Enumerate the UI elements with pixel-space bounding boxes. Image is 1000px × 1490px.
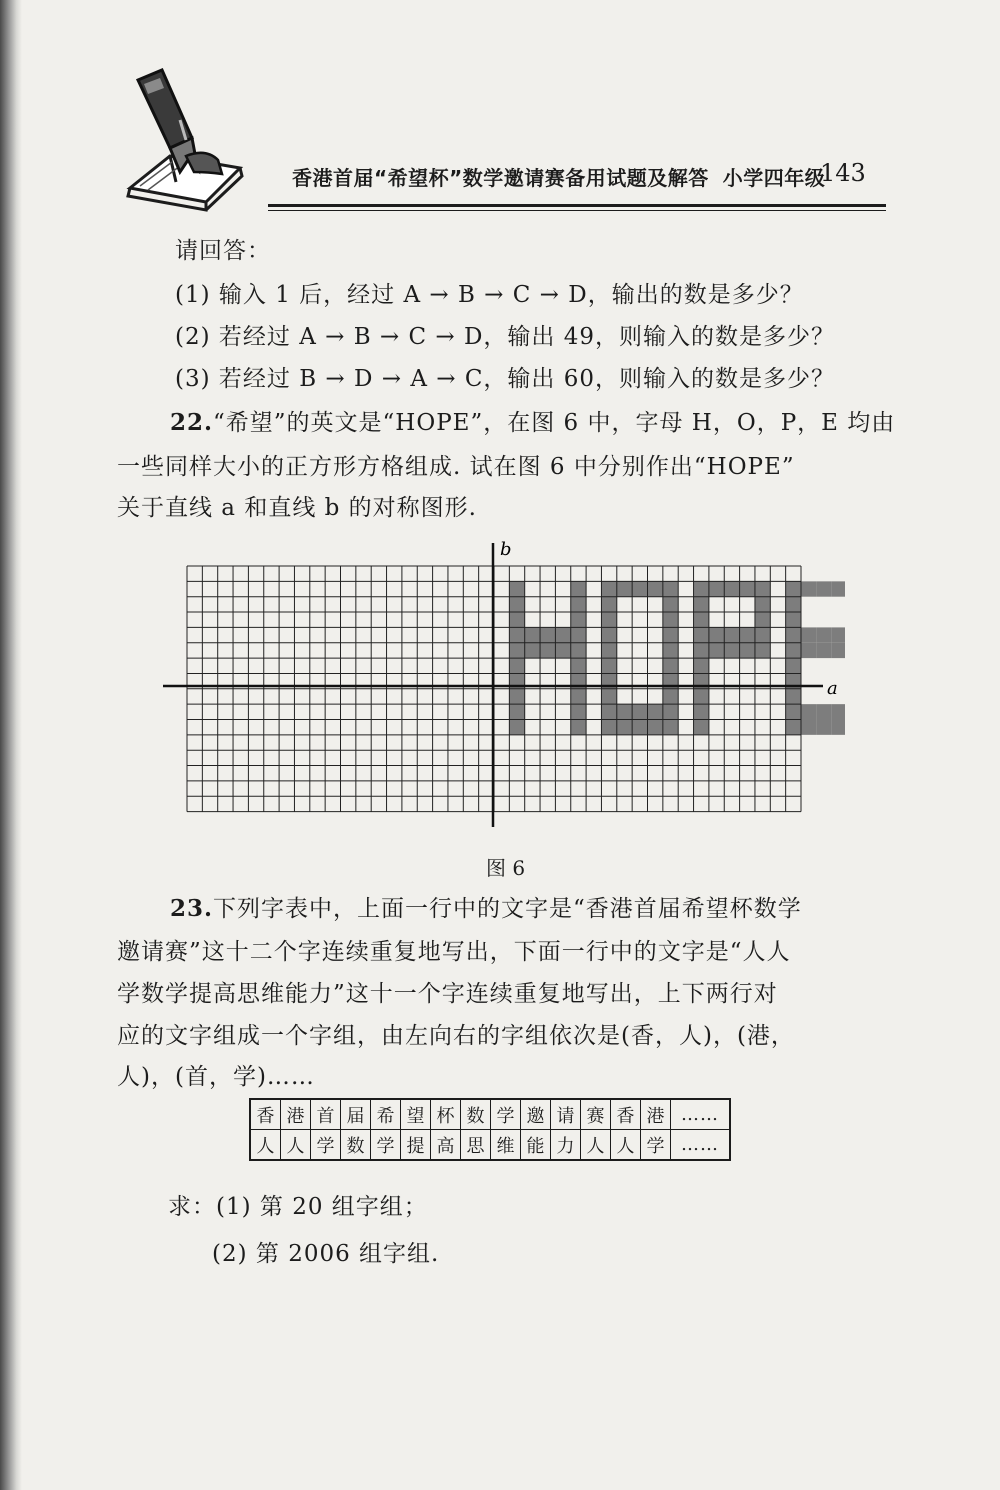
table-cell: 提 xyxy=(401,1130,431,1161)
letter-e-cell xyxy=(786,658,801,673)
letter-p-cell xyxy=(755,581,770,596)
letter-o-cell xyxy=(632,704,647,719)
table-cell: 思 xyxy=(461,1130,491,1161)
letter-o-cell xyxy=(601,627,616,642)
pen-book-logo-icon xyxy=(110,60,270,220)
letter-p-cell xyxy=(709,643,724,658)
letter-e-cell xyxy=(832,627,845,642)
letter-o-cell xyxy=(663,689,678,704)
letter-o-cell xyxy=(632,581,647,596)
letter-p-cell xyxy=(755,627,770,642)
letter-o-cell xyxy=(601,704,616,719)
letter-h-cell xyxy=(555,627,570,642)
letter-o-cell xyxy=(663,581,678,596)
table-cell: 首 xyxy=(311,1099,341,1130)
letter-h-cell xyxy=(509,612,524,627)
letter-h-cell xyxy=(540,643,555,658)
table-cell: 学 xyxy=(491,1099,521,1130)
q23-ask-2: (2) 第 2006 组字组. xyxy=(212,1241,440,1267)
letter-o-cell xyxy=(617,581,632,596)
letter-h-cell xyxy=(509,643,524,658)
axis-a-label: a xyxy=(827,678,838,699)
letter-o-cell xyxy=(617,704,632,719)
header-rule-thick xyxy=(268,204,886,207)
letter-p-cell xyxy=(694,597,709,612)
table-cell: 人 xyxy=(281,1130,311,1161)
letter-h-cell xyxy=(571,643,586,658)
running-header xyxy=(292,162,825,191)
letter-h-cell xyxy=(571,597,586,612)
q23-number: 23. xyxy=(170,895,214,922)
letter-p-cell xyxy=(694,658,709,673)
table-cell: 高 xyxy=(431,1130,461,1161)
table-cell: 力 xyxy=(551,1130,581,1161)
letter-e-cell xyxy=(832,720,845,735)
table-cell: 数 xyxy=(461,1099,491,1130)
letter-p-cell xyxy=(694,627,709,642)
q23-ask-item-1: (1) 第 20 组字组； xyxy=(216,1194,428,1220)
table-cell: 赛 xyxy=(581,1099,611,1130)
letter-e-cell xyxy=(832,581,845,596)
table-cell: 数 xyxy=(341,1130,371,1161)
letter-h-cell xyxy=(571,689,586,704)
q22-line-1 xyxy=(170,404,895,437)
letter-p-cell xyxy=(740,581,755,596)
axis-b-label: b xyxy=(500,539,512,560)
q22-text-1: “希望”的英文是“HOPE”，在图 6 中，字母 H，O，P，E 均由 xyxy=(213,410,896,436)
letter-h-cell xyxy=(555,643,570,658)
letter-e-cell xyxy=(786,643,801,658)
header-rule-thin xyxy=(268,210,886,211)
letter-h-cell xyxy=(509,597,524,612)
character-table xyxy=(249,1098,731,1161)
letter-e-cell xyxy=(801,627,816,642)
letter-h-cell xyxy=(509,720,524,735)
letter-p-cell xyxy=(694,689,709,704)
q21-item-1: (1) 输入 1 后，经过 A → B → C → D，输出的数是多少？ xyxy=(175,282,804,308)
table-cell: 人 xyxy=(611,1130,641,1161)
letter-h-cell xyxy=(571,720,586,735)
table-cell: 邀 xyxy=(521,1099,551,1130)
letter-e-cell xyxy=(816,704,831,719)
letter-h-cell xyxy=(509,658,524,673)
table-cell: 人 xyxy=(250,1130,281,1161)
letter-e-cell xyxy=(786,597,801,612)
letter-o-cell xyxy=(601,689,616,704)
table-cell-ellipsis: …… xyxy=(671,1130,731,1161)
book-title: 香港首届“希望杯”数学邀请赛备用试题及解答 xyxy=(292,166,709,190)
table-cell: 学 xyxy=(371,1130,401,1161)
q23-line-4: 应的文字组成一个字组，由左向右的字组依次是(香，人)，(港， xyxy=(117,1023,795,1049)
page-binding-shadow xyxy=(0,0,22,1490)
letter-e-cell xyxy=(832,704,845,719)
figure-6-grid xyxy=(155,535,845,835)
letter-o-cell xyxy=(601,658,616,673)
letter-o-cell xyxy=(663,627,678,642)
letter-h-cell xyxy=(525,627,540,642)
letter-e-cell xyxy=(786,627,801,642)
q23-line-2: 邀请赛”这十二个字连续重复地写出，下面一行中的文字是“人人 xyxy=(117,939,791,965)
table-cell: 届 xyxy=(341,1099,371,1130)
table-cell: 港 xyxy=(281,1099,311,1130)
letter-h-cell xyxy=(509,627,524,642)
letter-o-cell xyxy=(663,643,678,658)
table-cell: 香 xyxy=(611,1099,641,1130)
q22-line-3: 关于直线 a 和直线 b 的对称图形. xyxy=(117,495,477,521)
letter-p-cell xyxy=(694,612,709,627)
letter-o-cell xyxy=(648,720,663,735)
q21-prompt: 请回答： xyxy=(175,238,271,264)
table-row-top xyxy=(250,1099,730,1130)
letter-e-cell xyxy=(801,704,816,719)
table-cell: 希 xyxy=(371,1099,401,1130)
q21-item-3: (3) 若经过 B → D → A → C，输出 60，则输入的数是多少？ xyxy=(175,366,836,392)
letter-o-cell xyxy=(601,643,616,658)
letter-p-cell xyxy=(709,581,724,596)
letter-o-cell xyxy=(632,720,647,735)
letter-h-cell xyxy=(571,658,586,673)
letter-o-cell xyxy=(663,704,678,719)
letter-o-cell xyxy=(648,581,663,596)
letter-o-cell xyxy=(601,581,616,596)
letter-p-cell xyxy=(724,581,739,596)
table-cell: 能 xyxy=(521,1130,551,1161)
letter-e-cell xyxy=(801,720,816,735)
letter-p-cell xyxy=(709,627,724,642)
q22-number: 22. xyxy=(170,409,214,436)
letter-o-cell xyxy=(648,704,663,719)
letter-p-cell xyxy=(694,643,709,658)
letter-e-cell xyxy=(786,612,801,627)
q21-item-2: (2) 若经过 A → B → C → D，输出 49，则输入的数是多少？ xyxy=(175,324,836,350)
q23-text-1: 下列字表中，上面一行中的文字是“香港首届希望杯数学 xyxy=(213,896,802,922)
table-cell: 香 xyxy=(250,1099,281,1130)
letter-p-cell xyxy=(755,643,770,658)
table-cell: 人 xyxy=(581,1130,611,1161)
letter-o-cell xyxy=(663,612,678,627)
letter-o-cell xyxy=(601,612,616,627)
table-cell: 维 xyxy=(491,1130,521,1161)
table-cell: 港 xyxy=(641,1099,671,1130)
letter-o-cell xyxy=(617,720,632,735)
table-cell: 学 xyxy=(311,1130,341,1161)
letter-h-cell xyxy=(525,643,540,658)
letter-p-cell xyxy=(755,597,770,612)
letter-h-cell xyxy=(571,612,586,627)
letter-e-cell xyxy=(786,689,801,704)
q23-line-3: 学数学提高思维能力”这十一个字连续重复地写出，上下两行对 xyxy=(117,981,778,1007)
letter-o-cell xyxy=(601,597,616,612)
letter-o-cell xyxy=(663,597,678,612)
grade-label: 小学四年级 xyxy=(722,166,826,190)
letter-p-cell xyxy=(755,612,770,627)
table-cell: 杯 xyxy=(431,1099,461,1130)
table-cell: 望 xyxy=(401,1099,431,1130)
letter-h-cell xyxy=(540,627,555,642)
letter-p-cell xyxy=(740,627,755,642)
letter-o-cell xyxy=(663,658,678,673)
letter-p-cell xyxy=(694,581,709,596)
letter-e-cell xyxy=(786,720,801,735)
table-cell-ellipsis: …… xyxy=(671,1099,731,1130)
letter-h-cell xyxy=(571,581,586,596)
letter-e-cell xyxy=(816,643,831,658)
letter-e-cell xyxy=(786,704,801,719)
q23-line-1 xyxy=(170,890,802,923)
letter-e-cell xyxy=(801,643,816,658)
letter-h-cell xyxy=(509,689,524,704)
letter-e-cell xyxy=(786,581,801,596)
letter-p-cell xyxy=(694,720,709,735)
letter-p-cell xyxy=(724,643,739,658)
q23-line-5: 人)，(首，学)…… xyxy=(117,1064,315,1090)
q23-ask-1 xyxy=(168,1188,428,1221)
q22-line-2: 一些同样大小的正方形方格组成. 试在图 6 中分别作出“HOPE” xyxy=(117,454,795,480)
table-cell: 学 xyxy=(641,1130,671,1161)
letter-p-cell xyxy=(694,704,709,719)
letter-h-cell xyxy=(571,704,586,719)
table-row-bottom xyxy=(250,1130,730,1161)
figure-caption: 图 6 xyxy=(486,856,526,880)
letter-e-cell xyxy=(816,720,831,735)
table-cell: 请 xyxy=(551,1099,581,1130)
letter-p-cell xyxy=(740,643,755,658)
letter-h-cell xyxy=(509,704,524,719)
letter-e-cell xyxy=(816,581,831,596)
letter-h-cell xyxy=(571,627,586,642)
letter-e-cell xyxy=(801,581,816,596)
q23-ask-label: 求： xyxy=(168,1194,216,1220)
page-number: 143 xyxy=(820,159,866,187)
letter-e-cell xyxy=(816,627,831,642)
letter-o-cell xyxy=(601,720,616,735)
letter-o-cell xyxy=(663,720,678,735)
letter-e-cell xyxy=(832,643,845,658)
letter-p-cell xyxy=(724,627,739,642)
letter-h-cell xyxy=(509,581,524,596)
